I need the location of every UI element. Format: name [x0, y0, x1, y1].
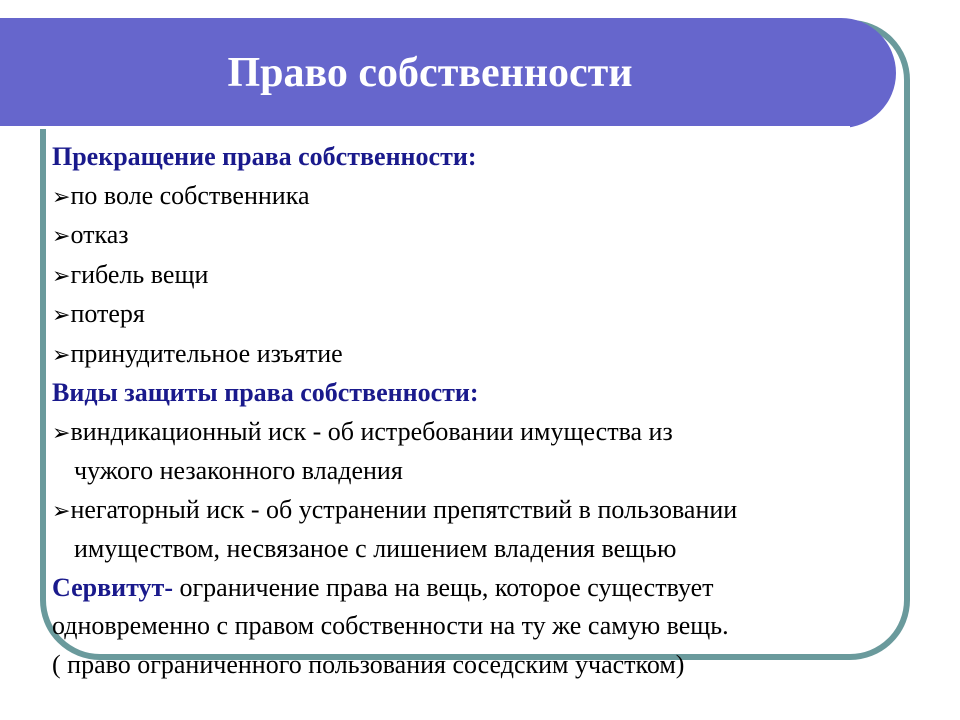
- bullet-item: [52, 216, 912, 256]
- bullet-item: [52, 335, 912, 375]
- servitut-text: ограничение права на вещь, которое существует: [172, 572, 714, 602]
- bullet-item: [52, 491, 912, 531]
- servitut-note: ( право ограниченного пользования соседским участком): [52, 649, 685, 679]
- slide-title: Право собственности: [227, 50, 633, 96]
- bullet-item: [52, 177, 912, 217]
- servitut-definition: [52, 569, 912, 608]
- servitut-term: Сервитут-: [52, 572, 173, 602]
- section-heading-termination: Прекращение права собственности:: [52, 142, 477, 171]
- bullet-text: принудительное изъятие: [70, 338, 343, 368]
- section-heading-protection: Виды защиты права собственности:: [52, 378, 479, 407]
- bullet-text: по воле собственника: [70, 180, 310, 210]
- bullet-text: потеря: [70, 299, 145, 328]
- bullet-item: [52, 295, 912, 335]
- bullet-text: отказ: [70, 220, 129, 249]
- bullet-continuation: чужого незаконного владения: [74, 456, 403, 485]
- slide-content: [52, 138, 912, 684]
- bullet-text: виндикационный иск - об истребовании имущества из: [70, 416, 673, 446]
- bullet-item: [52, 413, 912, 453]
- servitut-continuation: одновременно с правом собственности на ту же самую вещь.: [52, 611, 729, 640]
- bullet-text: негаторный иск - об устранении препятствий в пользовании: [70, 494, 738, 524]
- bullet-continuation: имуществом, несвязаное с лишением владения вещью: [74, 534, 677, 563]
- bullet-text: гибель вещи: [70, 259, 209, 289]
- bullet-item: [52, 256, 912, 296]
